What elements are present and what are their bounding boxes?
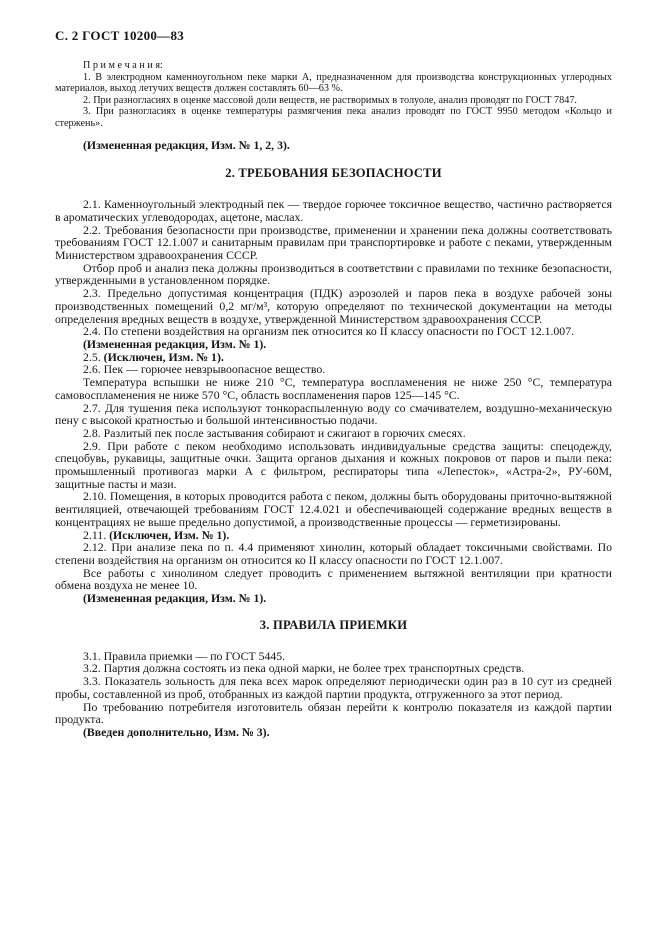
notes-title: П р и м е ч а н и я:	[83, 60, 163, 71]
paragraph-text: 2.2. Требования безопасности при производстве, применении и хранении пека должны соответствовать требованиям ГОСТ 12.1.007 и санитарным правилам при транспортировке и работе с пеками, утвержденным Министерством здравоохранения СССР.	[55, 222, 612, 263]
section-3-heading: 3. ПРАВИЛА ПРИЕМКИ	[259, 617, 408, 632]
intro-amendment-note	[55, 139, 612, 152]
paragraph-text: 2.11.	[83, 527, 110, 542]
paragraph-text: 2.4. По степени воздействия на организм пек относится ко II классу опасности по ГОСТ 12.1.007.	[83, 324, 575, 339]
paragraph-text: 2.7. Для тушения пека используют тонкораспыленную воду со смачивателем, воздушно-механическую пену с высокой кратностью и большой интенсивностью подачи.	[55, 400, 612, 428]
page-header: С. 2 ГОСТ 10200—83	[55, 28, 185, 43]
para-2-12-ventilation	[55, 567, 612, 592]
paragraph-text: 2.6. Пек — горючее невзрывоопасное вещество.	[83, 362, 326, 377]
paragraph-text: 2.10. Помещения, в которых проводится работа с пеком, должны быть оборудованы приточно-вытяжной вентиляцией, отвечающей требованиям ГОСТ 12.4.021 и обеспечивающей содержание вредных веществ в концентрациях не выше предельно допустимой, а производственные процессы — герметизированы.	[55, 489, 612, 529]
paragraph-bold-text: (Измененная редакция, Изм. № 1).	[83, 591, 267, 606]
para-2-3	[55, 287, 612, 325]
paragraph-text: 2.12. При анализе пека по п. 4.4 применяют хинолин, который обладает токсичными свойствами. По степени воздействия на организм он относится ко II классу опасности по ГОСТ 12.1.007.	[55, 540, 612, 567]
para-3-3	[55, 675, 612, 700]
paragraph-text: По требованию потребителя изготовитель обязан перейти к контролю показателя из каждой партии продукта.	[55, 699, 612, 727]
paragraph-text: 2.5.	[83, 349, 104, 364]
note-item-1: 1. В электродном каменноугольном пеке марки А, предназначенном для производства конструкционных углеродных материалов, выход летучих веществ должен составлять 60—63 %.	[55, 71, 612, 95]
para-2-2-sampling	[55, 262, 612, 287]
para-2-1	[55, 198, 612, 223]
amendment-bold-text: (Измененная редакция, Изм. № 1, 2, 3).	[83, 137, 290, 152]
para-2-6-temperatures	[55, 376, 612, 401]
paragraph-text: Все работы с хинолином следует проводить с применением вытяжной вентиляции при кратности обмена воздуха не менее 10.	[55, 565, 612, 593]
paragraph-text: 2.3. Предельно допустимая концентрация (ПДК) аэрозолей и паров пека в воздухе рабочей зоны производственных помещений 0,2 мг/м³, которую определяют по технической документации на методы определения вредных веществ в воздухе, утвержденной Министерством здравоохранения СССР.	[55, 286, 612, 326]
paragraph-bold-text: (Введен дополнительно, Изм. № 3).	[83, 724, 270, 739]
para-2-7	[55, 402, 612, 427]
paragraph-bold-text: (Измененная редакция, Изм. № 1).	[83, 337, 267, 351]
paragraph-text: 3.2. Партия должна состоять из пека одной марки, не более трех транспортных средств.	[83, 661, 525, 676]
notes-block	[55, 60, 612, 130]
paragraph-text: Температура вспышки не ниже 210 °С, температура воспламенения не ниже 250 °С, температура самовоспламенения не ниже 570 °С, область воспламенения паров 125—145 °С.	[55, 375, 612, 402]
note-item-2: 2. При разногласиях в оценке массовой доли веществ, не растворимых в толуоле, анализ проводят по ГОСТ 7847.	[83, 94, 577, 106]
paragraph-text: 2.1. Каменноугольный электродный пек — твердое горючее токсичное вещество, частично растворяется в ароматических углеводородах, ацетоне, маслах.	[55, 197, 612, 224]
section-2-heading: 2. ТРЕБОВАНИЯ БЕЗОПАСНОСТИ	[225, 166, 442, 181]
paragraph-text: 3.3. Показатель зольность для пека всех марок определяют периодически один раз в 10 сут из средней пробы, составленной из проб, отобранных из каждой партии продукта, отгруженного за этот период.	[55, 674, 612, 701]
paragraph-bold-text: (Исключен, Изм. № 1).	[109, 527, 230, 542]
para-2-10	[55, 490, 612, 528]
para-2-9	[55, 440, 612, 491]
paragraph-text: 2.8. Разлитый пек после застывания собирают и сжигают в горючих смесях.	[83, 425, 466, 440]
note-item-3: 3. При разногласиях в оценке температуры размягчения пека анализ проводят по ГОСТ 9950 методом «Кольцо и стержень».	[55, 106, 612, 129]
para-2-12	[55, 541, 612, 566]
para-3-3-consumer	[55, 701, 612, 726]
para-2-2	[55, 224, 612, 262]
paragraph-bold-text: (Исключен, Изм. № 1).	[103, 349, 224, 364]
addition-note-3	[55, 726, 612, 739]
paragraph-text: 2.9. При работе с пеком необходимо использовать индивидуальные средства защиты: спецодежду, спецобувь, рукавицы, защитные очки. Защита органов дыхания и кожных покровов от паров и пыли пека: промышленный противогаз марки А с фильтром, респираторы типа «Лепесток», «Астра-2», РУ-60М, защитные пасты и мази.	[55, 438, 612, 491]
amendment-note-2-12	[55, 592, 612, 605]
paragraph-text: Отбор проб и анализ пека должны производиться в соответствии с правилами по технике безопасности, утвержденными в установленном порядке.	[55, 260, 612, 288]
paragraph-text: 3.1. Правила приемки — по ГОСТ 5445.	[83, 648, 286, 663]
